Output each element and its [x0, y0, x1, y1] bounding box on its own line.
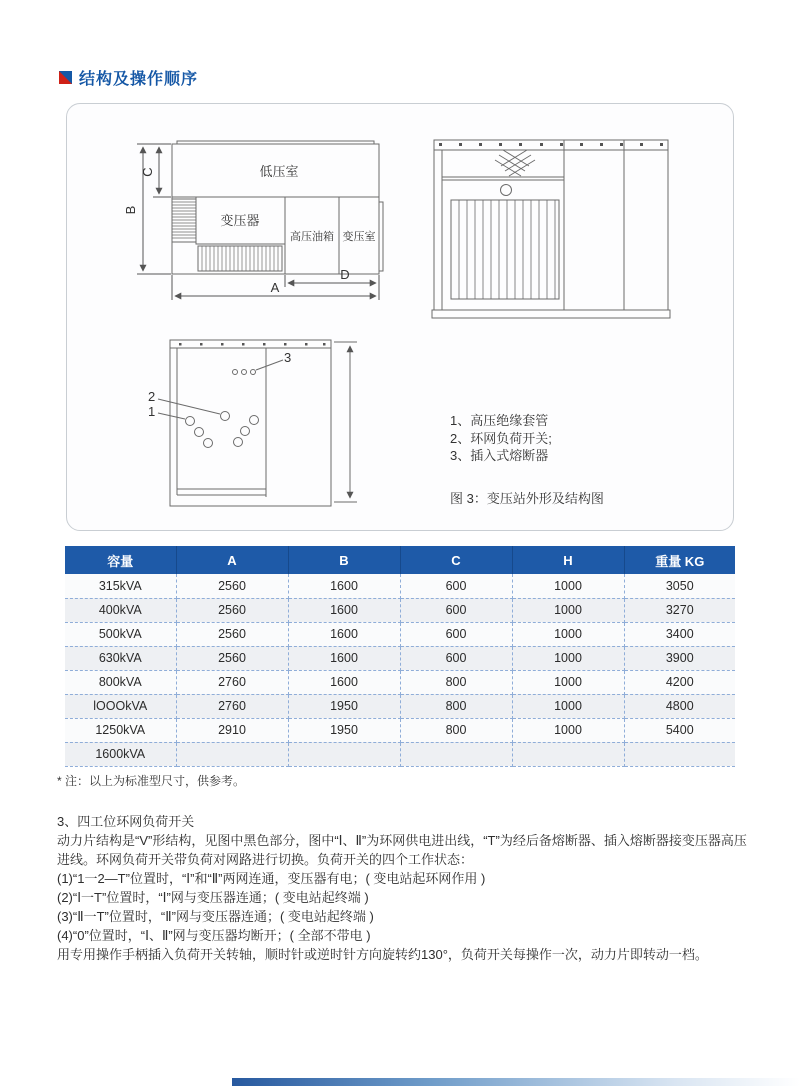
table-note: * 注：以上为标准型尺寸，供参考。: [57, 774, 246, 788]
table-row: [65, 670, 735, 694]
table-cell: 1950: [288, 694, 400, 718]
table-cell: [624, 742, 735, 766]
callout-label-1: 1: [148, 404, 156, 419]
table-cell: 400kVA: [65, 598, 176, 622]
footer-gradient-bar: [232, 1078, 800, 1086]
paragraph: 动力片结构是“V”形结构，见图中黑色部分，图中“Ⅰ、Ⅱ”为环网供电进出线，“T”为经后备熔断器、插入熔断器接变压器高压进线。环网负荷开关带负荷对网路进行切换。负荷开关的四个工作状态：: [57, 833, 747, 867]
subsection-heading: 3、四工位环网负荷开关: [57, 814, 195, 829]
plan-label-transformer-room: 变压室: [342, 231, 376, 243]
callout-label-2: 2: [148, 389, 156, 404]
table-cell: 600: [400, 574, 512, 598]
plan-label-transformer: 变压器: [220, 213, 260, 228]
table-cell: 800: [400, 670, 512, 694]
table-cell: 1600kVA: [65, 742, 176, 766]
dim-label-A: A: [270, 280, 280, 295]
table-cell: 1000: [512, 622, 624, 646]
table-cell: 2560: [176, 574, 288, 598]
table-cell: [512, 742, 624, 766]
table-row: [65, 574, 735, 598]
list-item: (2)“Ⅰ一T”位置时，“Ⅰ”网与变压器连通；( 变电站起终端 ): [57, 890, 369, 905]
table-row: [65, 694, 735, 718]
table-cell: 4200: [624, 670, 735, 694]
table-row: [65, 598, 735, 622]
table-cell: 800: [400, 718, 512, 742]
table-cell: 2760: [176, 694, 288, 718]
table-cell: 2560: [176, 622, 288, 646]
table-header-h: H: [512, 546, 624, 574]
legend-item: 3、插入式熔断器: [450, 448, 549, 463]
table-header-c: C: [400, 546, 512, 574]
list-item: (4)“0”位置时，“Ⅰ、Ⅱ”网与变压器均断开；( 全部不带电 ): [57, 928, 371, 943]
table-cell: 3400: [624, 622, 735, 646]
rear-view-diagram: [158, 340, 357, 506]
table-row: [65, 622, 735, 646]
table-cell: 1250kVA: [65, 718, 176, 742]
table-cell: [176, 742, 288, 766]
table-cell: 3050: [624, 574, 735, 598]
table-cell: 600: [400, 622, 512, 646]
table-header-row: [65, 546, 735, 574]
table-cell: 1000: [512, 718, 624, 742]
legend-item: 2、环网负荷开关;: [450, 430, 552, 446]
table-cell: 630kVA: [65, 646, 176, 670]
spec-table-body: [65, 574, 735, 766]
table-cell: 1000: [512, 646, 624, 670]
table-cell: lOOOkVA: [65, 694, 176, 718]
section-body: [57, 812, 751, 964]
table-cell: 1600: [288, 622, 400, 646]
table-cell: 1000: [512, 694, 624, 718]
table-cell: 1000: [512, 670, 624, 694]
table-cell: 1600: [288, 598, 400, 622]
table-row: [65, 646, 735, 670]
front-view-diagram: [432, 140, 670, 318]
plan-label-hv-oil-tank: 高压油箱: [290, 231, 334, 243]
table-cell: [400, 742, 512, 766]
list-item: (1)“1一2—T”位置时，“Ⅰ”和“Ⅱ”两网连通，变压器有电；( 变电站起环网作用 ): [57, 871, 486, 886]
page-title: 结构及操作顺序: [79, 71, 199, 88]
table-cell: [288, 742, 400, 766]
table-cell: 3270: [624, 598, 735, 622]
table-cell: 2760: [176, 670, 288, 694]
table-row: [65, 718, 735, 742]
table-cell: 2560: [176, 646, 288, 670]
table-cell: 1000: [512, 574, 624, 598]
table-cell: 4800: [624, 694, 735, 718]
dim-label-C: C: [140, 167, 155, 177]
legend-item: 1、高压绝缘套管: [450, 413, 549, 428]
list-item: (3)“Ⅱ一T”位置时，“Ⅱ”网与变压器连通；( 变电站起终端 ): [57, 909, 374, 924]
table-row: [65, 742, 735, 766]
plan-label-low-voltage-room: 低压室: [259, 164, 299, 179]
dim-label-D: D: [340, 267, 350, 282]
spec-table-head: [65, 546, 735, 574]
figure-caption: 图 3：变压站外形及结构图: [450, 491, 604, 506]
table-header-capacity: 容量: [65, 546, 176, 574]
table-header-a: A: [176, 546, 288, 574]
table-cell: 1600: [288, 646, 400, 670]
section-marker-icon: [59, 71, 72, 84]
dim-label-B: B: [123, 205, 138, 215]
table-cell: 5400: [624, 718, 735, 742]
table-cell: 1600: [288, 574, 400, 598]
table-cell: 1950: [288, 718, 400, 742]
table-cell: 315kVA: [65, 574, 176, 598]
table-cell: 500kVA: [65, 622, 176, 646]
table-header-b: B: [288, 546, 400, 574]
plan-view-diagram: [172, 141, 383, 274]
section-header: [59, 66, 198, 89]
table-header-weight: 重量 KG: [624, 546, 735, 574]
table-cell: 2560: [176, 598, 288, 622]
callout-label-3: 3: [284, 350, 292, 365]
structure-diagrams: [67, 104, 735, 532]
table-cell: 600: [400, 598, 512, 622]
table-cell: 1000: [512, 598, 624, 622]
table-cell: 600: [400, 646, 512, 670]
front-view-bolts: [439, 143, 663, 146]
table-cell: 1600: [288, 670, 400, 694]
figure-legend: [450, 412, 552, 465]
spec-table: [65, 546, 735, 767]
paragraph: 用专用操作手柄插入负荷开关转轴，顺时针或逆时针方向旋转约130°，负荷开关每操作一次，动力片即转动一档。: [57, 947, 708, 962]
table-cell: 800: [400, 694, 512, 718]
table-cell: 3900: [624, 646, 735, 670]
table-cell: 800kVA: [65, 670, 176, 694]
table-cell: 2910: [176, 718, 288, 742]
figure-panel: [66, 103, 734, 531]
rear-view-bolts: [179, 343, 326, 346]
